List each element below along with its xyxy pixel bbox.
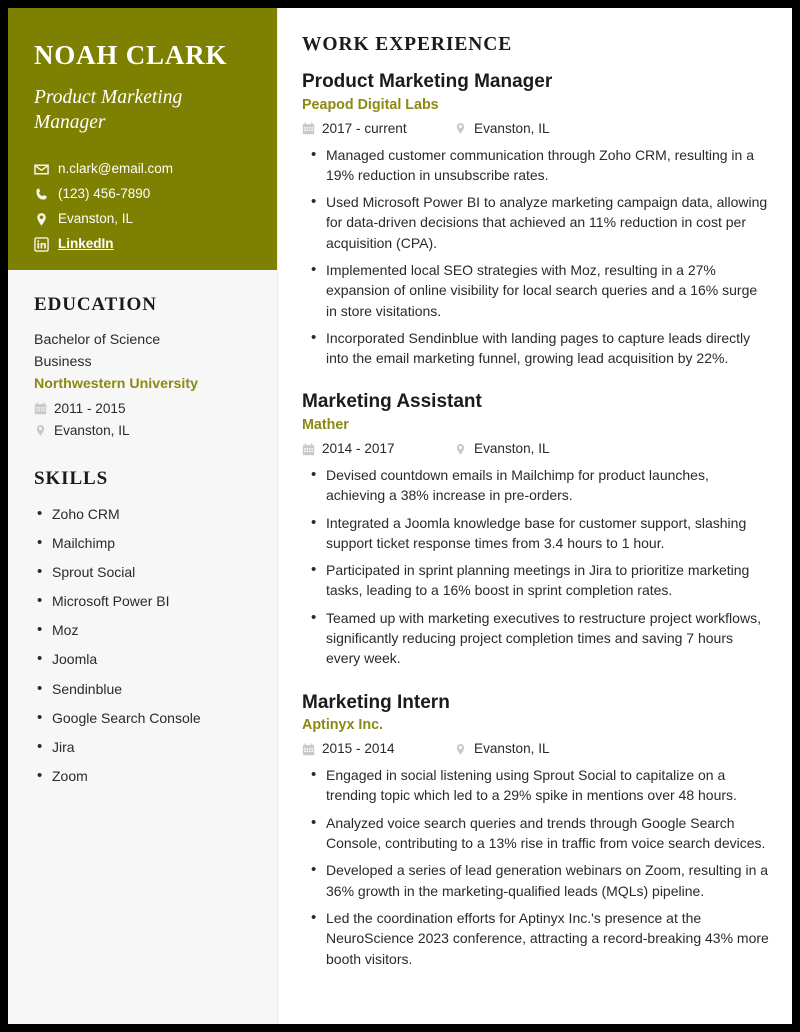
education-field: Business (34, 354, 92, 370)
map-pin-icon (34, 424, 47, 437)
work-experience-heading: WORK EXPERIENCE (302, 34, 513, 55)
sidebar (8, 8, 278, 1024)
skill-item: • Joomla (34, 648, 251, 671)
contact-location (34, 212, 251, 227)
job-bullet: • Participated in sprint planning meetings in Jira to prioritize marketing tasks, leading to a 16% boost in sprint completion rates. (302, 560, 770, 601)
linkedin-icon (34, 237, 49, 252)
skills-list (34, 503, 251, 788)
calendar-icon (302, 743, 315, 756)
main-column (278, 8, 792, 1024)
job-location-text: Evanston, IL (474, 120, 550, 136)
job-company: Mather (302, 417, 349, 434)
job-list (302, 70, 770, 969)
contact-email (34, 162, 251, 177)
education-section (34, 294, 251, 442)
job-bullet: • Integrated a Joomla knowledge base for customer support, slashing support ticket response times from 3.4 hours to 1 hour. (302, 513, 770, 554)
education-school: Northwestern University (34, 376, 198, 392)
job-dates-text: 2014 - 2017 (322, 441, 395, 457)
map-pin-icon (34, 212, 49, 227)
contact-email-text: n.clark@email.com (58, 161, 173, 177)
skills-section (34, 468, 251, 788)
contact-location-text: Evanston, IL (58, 211, 134, 227)
contact-phone-text: (123) 456-7890 (58, 186, 151, 202)
skill-item: • Jira (34, 736, 251, 759)
sidebar-header (8, 8, 277, 270)
contact-linkedin-link[interactable]: LinkedIn (58, 236, 114, 252)
map-pin-icon (454, 743, 467, 756)
job-location-text: Evanston, IL (474, 741, 550, 757)
skill-item: • Google Search Console (34, 707, 251, 730)
job-location-text: Evanston, IL (474, 441, 550, 457)
skills-heading: SKILLS (34, 467, 109, 489)
skill-item: • Sendinblue (34, 678, 251, 701)
calendar-icon (34, 402, 47, 415)
contact-linkedin[interactable] (34, 237, 251, 252)
skill-item: • Sprout Social (34, 561, 251, 584)
job-bullet: • Led the coordination efforts for Aptinyx Inc.'s presence at the NeuroScience 2023 conference, attracting a record-breaking 43% more booth visitors. (302, 908, 770, 969)
job-dates-text: 2017 - current (322, 120, 407, 136)
job-bullets (302, 145, 770, 369)
education-dates (34, 398, 251, 420)
job-bullet: • Devised countdown emails in Mailchimp for product launches, achieving a 38% increase in pre-orders. (302, 465, 770, 506)
job-bullet: • Managed customer communication through Zoho CRM, resulting in a 19% reduction in unsubscribe rates. (302, 145, 770, 186)
job-title: Marketing Assistant (302, 391, 482, 413)
map-pin-icon (454, 443, 467, 456)
job-bullet: • Developed a series of lead generation webinars on Zoom, resulting in a 36% growth in the marketing-qualified leads (MQLs) pipeline. (302, 860, 770, 901)
job-dates (302, 118, 454, 140)
calendar-icon (302, 122, 315, 135)
skill-item: • Zoho CRM (34, 503, 251, 526)
education-location-text: Evanston, IL (54, 422, 130, 438)
job-bullets (302, 765, 770, 969)
job-company: Aptinyx Inc. (302, 717, 384, 734)
job-dates-text: 2015 - 2014 (322, 741, 395, 757)
job-bullet: • Analyzed voice search queries and trends through Google Search Console, contributing to a 13% rise in traffic from voice search devices. (302, 813, 770, 854)
job-dates (302, 738, 454, 760)
candidate-role: Product Marketing Manager (34, 87, 183, 134)
job-company: Peapod Digital Labs (302, 96, 439, 113)
envelope-icon (34, 162, 49, 177)
calendar-icon (302, 443, 315, 456)
skill-item: • Mailchimp (34, 532, 251, 555)
job-location (454, 118, 550, 140)
contact-list (34, 162, 251, 252)
job-location (454, 738, 550, 760)
education-location (34, 420, 251, 442)
job-bullet: • Incorporated Sendinblue with landing pages to capture leads directly into the email marketing funnel, growing lead acquisition by 22%. (302, 328, 770, 369)
sidebar-body (8, 270, 277, 834)
job-entry (302, 70, 770, 368)
job-bullets (302, 465, 770, 669)
job-dates (302, 438, 454, 460)
job-bullet: • Used Microsoft Power BI to analyze marketing campaign data, allowing for data-driven decisions that achieved an 11% reduction in cost per acquisition (CPA). (302, 192, 770, 253)
education-heading: EDUCATION (34, 294, 157, 315)
map-pin-icon (454, 122, 467, 135)
skill-item: • Moz (34, 619, 251, 642)
resume-page (8, 8, 792, 1024)
candidate-name: NOAH CLARK (34, 40, 228, 70)
job-entry (302, 691, 770, 969)
education-degree: Bachelor of Science (34, 332, 161, 348)
job-title: Product Marketing Manager (302, 71, 553, 92)
job-title: Marketing Intern (302, 691, 450, 713)
job-meta (302, 438, 770, 460)
skill-item: • Microsoft Power BI (34, 590, 251, 613)
job-bullet: • Teamed up with marketing executives to restructure project workflows, significantly reducing project completion times and saving 7 hours every week. (302, 608, 770, 669)
skill-item: • Zoom (34, 765, 251, 788)
education-dates-text: 2011 - 2015 (54, 401, 126, 416)
job-bullet: • Engaged in social listening using Sprout Social to capitalize on a trending topic which led to a 29% spike in mentions over 48 hours. (302, 765, 770, 806)
job-bullet: • Implemented local SEO strategies with Moz, resulting in a 27% expansion of online visibility for local search queries and a 16% surge in store visitations. (302, 260, 770, 321)
job-entry (302, 390, 770, 668)
phone-icon (34, 187, 49, 202)
job-location (454, 438, 550, 460)
job-meta (302, 118, 770, 140)
contact-phone (34, 187, 251, 202)
job-meta (302, 738, 770, 760)
